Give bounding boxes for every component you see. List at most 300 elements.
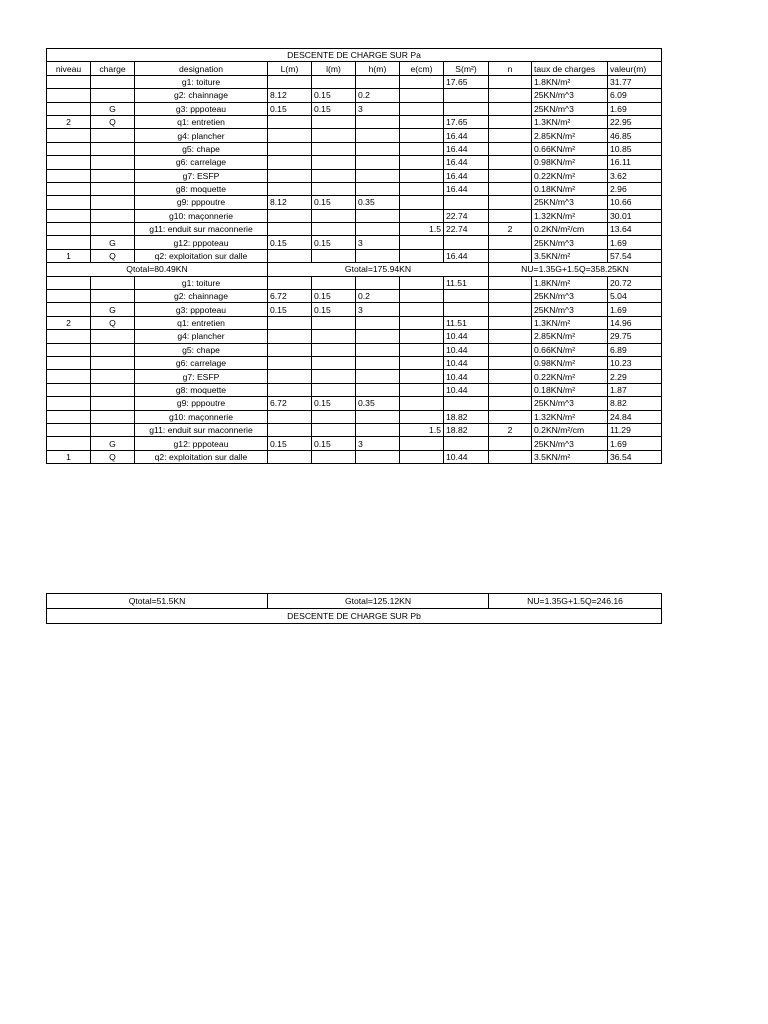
cell-l xyxy=(312,129,356,142)
cell-n xyxy=(489,182,532,195)
cell-n xyxy=(489,370,532,383)
cell-des: g10: maçonnerie xyxy=(135,410,268,423)
cell-h xyxy=(356,316,400,329)
cell-niveau xyxy=(47,196,91,209)
cell-L xyxy=(268,209,312,222)
cell-l: 0.15 xyxy=(312,290,356,303)
cell-taux: 0.98KN/m² xyxy=(532,356,608,369)
cell-taux: 25KN/m^3 xyxy=(532,196,608,209)
cell-charge: Q xyxy=(91,450,135,463)
cell-val: 24.84 xyxy=(608,410,662,423)
cell-h: 0.35 xyxy=(356,196,400,209)
cell-n xyxy=(489,410,532,423)
cell-niveau xyxy=(47,156,91,169)
cell-e xyxy=(400,450,444,463)
cell-taux: 25KN/m^3 xyxy=(532,290,608,303)
cell-l xyxy=(312,316,356,329)
cell-e xyxy=(400,89,444,102)
totals-row xyxy=(47,263,662,276)
table-title-row xyxy=(47,49,662,62)
cell-e xyxy=(400,290,444,303)
table-row xyxy=(47,330,662,343)
q-total: Qtotal=80.49KN xyxy=(47,263,268,276)
cell-L xyxy=(268,276,312,289)
cell-L xyxy=(268,115,312,128)
cell-l xyxy=(312,249,356,262)
cell-h xyxy=(356,156,400,169)
cell-niveau xyxy=(47,182,91,195)
cell-charge: G xyxy=(91,437,135,450)
cell-niveau xyxy=(47,75,91,88)
cell-des: g11: enduit sur maconnerie xyxy=(135,223,268,236)
cell-h xyxy=(356,223,400,236)
cell-val: 3.62 xyxy=(608,169,662,182)
cell-e xyxy=(400,397,444,410)
table-row xyxy=(47,115,662,128)
cell-l: 0.15 xyxy=(312,397,356,410)
cell-L xyxy=(268,223,312,236)
cell-e xyxy=(400,316,444,329)
cell-des: g4: plancher xyxy=(135,129,268,142)
cell-e xyxy=(400,142,444,155)
cell-niveau xyxy=(47,397,91,410)
cell-S: 17.65 xyxy=(444,75,489,88)
cell-charge xyxy=(91,343,135,356)
cell-S xyxy=(444,89,489,102)
cell-S: 16.44 xyxy=(444,249,489,262)
header-cell: valeur(m) xyxy=(608,62,662,75)
cell-niveau: 2 xyxy=(47,115,91,128)
cell-l xyxy=(312,169,356,182)
cell-h xyxy=(356,383,400,396)
table-row xyxy=(47,196,662,209)
cell-n xyxy=(489,303,532,316)
cell-des: g3: pppoteau xyxy=(135,303,268,316)
cell-niveau xyxy=(47,356,91,369)
cell-h xyxy=(356,209,400,222)
cell-niveau xyxy=(47,276,91,289)
cell-e xyxy=(400,182,444,195)
cell-h xyxy=(356,142,400,155)
cell-n xyxy=(489,142,532,155)
cell-e xyxy=(400,169,444,182)
cell-h xyxy=(356,423,400,436)
cell-S xyxy=(444,437,489,450)
cell-l xyxy=(312,115,356,128)
cell-h xyxy=(356,343,400,356)
cell-des: g12: pppoteau xyxy=(135,236,268,249)
table-row xyxy=(47,249,662,262)
cell-L xyxy=(268,129,312,142)
cell-niveau xyxy=(47,142,91,155)
cell-taux: 25KN/m^3 xyxy=(532,102,608,115)
cell-charge xyxy=(91,209,135,222)
cell-taux: 25KN/m^3 xyxy=(532,397,608,410)
cell-n xyxy=(489,236,532,249)
cell-h: 0.35 xyxy=(356,397,400,410)
cell-l: 0.15 xyxy=(312,89,356,102)
cell-l xyxy=(312,410,356,423)
cell-e xyxy=(400,383,444,396)
cell-val: 10.66 xyxy=(608,196,662,209)
totals-row xyxy=(47,594,662,609)
cell-charge xyxy=(91,410,135,423)
cell-S: 10.44 xyxy=(444,370,489,383)
cell-taux: 0.2KN/m²/cm xyxy=(532,423,608,436)
table-title: DESCENTE DE CHARGE SUR Pb xyxy=(47,609,662,624)
cell-des: g1: toiture xyxy=(135,75,268,88)
cell-des: g11: enduit sur maconnerie xyxy=(135,423,268,436)
cell-h xyxy=(356,75,400,88)
cell-e xyxy=(400,209,444,222)
cell-val: 29.75 xyxy=(608,330,662,343)
cell-e xyxy=(400,75,444,88)
cell-L xyxy=(268,156,312,169)
cell-l xyxy=(312,142,356,155)
cell-S: 16.44 xyxy=(444,169,489,182)
cell-n xyxy=(489,290,532,303)
cell-charge xyxy=(91,89,135,102)
cell-des: g8: moquette xyxy=(135,383,268,396)
cell-L xyxy=(268,356,312,369)
table-row xyxy=(47,156,662,169)
cell-val: 10.23 xyxy=(608,356,662,369)
cell-h: 0.2 xyxy=(356,89,400,102)
cell-n: 2 xyxy=(489,423,532,436)
cell-taux: 25KN/m^3 xyxy=(532,236,608,249)
cell-niveau xyxy=(47,370,91,383)
cell-val: 11.29 xyxy=(608,423,662,436)
cell-niveau: 2 xyxy=(47,316,91,329)
cell-h xyxy=(356,330,400,343)
cell-val: 30.01 xyxy=(608,209,662,222)
table-title: DESCENTE DE CHARGE SUR Pa xyxy=(47,49,662,62)
cell-niveau xyxy=(47,129,91,142)
cell-h xyxy=(356,356,400,369)
header-cell: taux de charges xyxy=(532,62,608,75)
cell-L xyxy=(268,249,312,262)
cell-S: 22.74 xyxy=(444,209,489,222)
cell-L: 8.12 xyxy=(268,89,312,102)
cell-e xyxy=(400,303,444,316)
table-row xyxy=(47,356,662,369)
cell-L xyxy=(268,370,312,383)
cell-val: 46.85 xyxy=(608,129,662,142)
cell-charge xyxy=(91,169,135,182)
cell-S: 22.74 xyxy=(444,223,489,236)
cell-S: 10.44 xyxy=(444,343,489,356)
cell-h: 0.2 xyxy=(356,290,400,303)
table-row xyxy=(47,397,662,410)
cell-e xyxy=(400,249,444,262)
cell-taux: 1.8KN/m² xyxy=(532,276,608,289)
cell-L xyxy=(268,142,312,155)
cell-e xyxy=(400,129,444,142)
cell-e xyxy=(400,156,444,169)
cell-l: 0.15 xyxy=(312,437,356,450)
cell-L: 0.15 xyxy=(268,303,312,316)
cell-charge xyxy=(91,182,135,195)
cell-des: g10: maçonnerie xyxy=(135,209,268,222)
cell-e xyxy=(400,410,444,423)
cell-n xyxy=(489,437,532,450)
cell-val: 5.04 xyxy=(608,290,662,303)
cell-taux: 0.22KN/m² xyxy=(532,370,608,383)
cell-e xyxy=(400,276,444,289)
cell-h: 3 xyxy=(356,437,400,450)
cell-l xyxy=(312,209,356,222)
header-cell: L(m) xyxy=(268,62,312,75)
cell-L xyxy=(268,169,312,182)
cell-charge: Q xyxy=(91,316,135,329)
cell-n xyxy=(489,115,532,128)
cell-h xyxy=(356,129,400,142)
cell-niveau xyxy=(47,102,91,115)
table-row xyxy=(47,370,662,383)
cell-L xyxy=(268,423,312,436)
cell-S: 16.44 xyxy=(444,129,489,142)
cell-charge: G xyxy=(91,303,135,316)
cell-taux: 25KN/m^3 xyxy=(532,437,608,450)
cell-charge: Q xyxy=(91,249,135,262)
cell-L: 6.72 xyxy=(268,290,312,303)
cell-n xyxy=(489,209,532,222)
cell-l xyxy=(312,450,356,463)
cell-n xyxy=(489,397,532,410)
cell-charge xyxy=(91,330,135,343)
table-row xyxy=(47,209,662,222)
cell-val: 36.54 xyxy=(608,450,662,463)
cell-val: 1.69 xyxy=(608,437,662,450)
cell-niveau xyxy=(47,236,91,249)
cell-niveau xyxy=(47,89,91,102)
cell-niveau xyxy=(47,209,91,222)
cell-e xyxy=(400,330,444,343)
cell-L xyxy=(268,383,312,396)
cell-val: 10.85 xyxy=(608,142,662,155)
cell-niveau xyxy=(47,383,91,396)
cell-L: 8.12 xyxy=(268,196,312,209)
cell-l xyxy=(312,356,356,369)
cell-L xyxy=(268,75,312,88)
cell-val: 22.95 xyxy=(608,115,662,128)
cell-taux: 1.32KN/m² xyxy=(532,209,608,222)
cell-S: 10.44 xyxy=(444,450,489,463)
load-table-pa xyxy=(46,48,662,464)
header-cell: charge xyxy=(91,62,135,75)
cell-L: 0.15 xyxy=(268,236,312,249)
cell-taux: 2.85KN/m² xyxy=(532,129,608,142)
cell-charge xyxy=(91,129,135,142)
cell-n xyxy=(489,89,532,102)
table-row xyxy=(47,290,662,303)
cell-L xyxy=(268,450,312,463)
cell-e xyxy=(400,343,444,356)
cell-l: 0.15 xyxy=(312,303,356,316)
cell-des: q2: exploitation sur dalle xyxy=(135,450,268,463)
cell-charge xyxy=(91,383,135,396)
cell-L xyxy=(268,330,312,343)
cell-l xyxy=(312,383,356,396)
cell-charge xyxy=(91,397,135,410)
cell-taux: 0.98KN/m² xyxy=(532,156,608,169)
cell-charge xyxy=(91,196,135,209)
cell-niveau xyxy=(47,423,91,436)
cell-niveau xyxy=(47,410,91,423)
cell-n xyxy=(489,343,532,356)
cell-des: g7: ESFP xyxy=(135,169,268,182)
header-cell: h(m) xyxy=(356,62,400,75)
cell-des: g3: pppoteau xyxy=(135,102,268,115)
cell-l xyxy=(312,343,356,356)
cell-e xyxy=(400,196,444,209)
cell-taux: 0.18KN/m² xyxy=(532,383,608,396)
cell-taux: 1.3KN/m² xyxy=(532,316,608,329)
table-row xyxy=(47,182,662,195)
cell-charge xyxy=(91,142,135,155)
cell-e xyxy=(400,370,444,383)
cell-S: 10.44 xyxy=(444,356,489,369)
header-cell: n xyxy=(489,62,532,75)
cell-taux: 0.66KN/m² xyxy=(532,343,608,356)
cell-niveau xyxy=(47,343,91,356)
table-row xyxy=(47,343,662,356)
cell-des: g2: chainnage xyxy=(135,290,268,303)
cell-des: g5: chape xyxy=(135,142,268,155)
cell-l xyxy=(312,223,356,236)
header-cell: designation xyxy=(135,62,268,75)
cell-n xyxy=(489,316,532,329)
cell-S xyxy=(444,290,489,303)
cell-n: 2 xyxy=(489,223,532,236)
cell-des: g6: carrelage xyxy=(135,156,268,169)
cell-n xyxy=(489,156,532,169)
cell-charge xyxy=(91,290,135,303)
cell-val: 6.09 xyxy=(608,89,662,102)
cell-taux: 3.5KN/m² xyxy=(532,249,608,262)
cell-des: g7: ESFP xyxy=(135,370,268,383)
cell-S xyxy=(444,303,489,316)
cell-e xyxy=(400,437,444,450)
cell-des: g9: pppoutre xyxy=(135,196,268,209)
cell-S: 16.44 xyxy=(444,156,489,169)
table-row xyxy=(47,236,662,249)
cell-e xyxy=(400,115,444,128)
cell-des: g9: pppoutre xyxy=(135,397,268,410)
nu-total: NU=1.35G+1.5Q=358.25KN xyxy=(489,263,662,276)
table-row xyxy=(47,303,662,316)
cell-h xyxy=(356,450,400,463)
cell-h xyxy=(356,370,400,383)
cell-n xyxy=(489,383,532,396)
table-row xyxy=(47,437,662,450)
table-row xyxy=(47,169,662,182)
cell-niveau xyxy=(47,330,91,343)
cell-des: g4: plancher xyxy=(135,330,268,343)
cell-des: q1: entretien xyxy=(135,316,268,329)
cell-L xyxy=(268,410,312,423)
cell-L xyxy=(268,182,312,195)
cell-charge xyxy=(91,75,135,88)
cell-l xyxy=(312,423,356,436)
cell-l xyxy=(312,330,356,343)
cell-S: 16.44 xyxy=(444,142,489,155)
cell-e: 1.5 xyxy=(400,223,444,236)
cell-n xyxy=(489,450,532,463)
cell-S: 11.51 xyxy=(444,316,489,329)
cell-niveau xyxy=(47,223,91,236)
cell-des: g2: chainnage xyxy=(135,89,268,102)
cell-val: 1.69 xyxy=(608,236,662,249)
cell-l xyxy=(312,182,356,195)
cell-niveau xyxy=(47,290,91,303)
table-row xyxy=(47,410,662,423)
cell-taux: 1.32KN/m² xyxy=(532,410,608,423)
table-row xyxy=(47,89,662,102)
cell-l: 0.15 xyxy=(312,102,356,115)
cell-e xyxy=(400,356,444,369)
cell-S xyxy=(444,102,489,115)
cell-des: g12: pppoteau xyxy=(135,437,268,450)
cell-taux: 1.3KN/m² xyxy=(532,115,608,128)
table-row xyxy=(47,316,662,329)
cell-L: 0.15 xyxy=(268,102,312,115)
cell-h xyxy=(356,169,400,182)
cell-S: 17.65 xyxy=(444,115,489,128)
cell-charge xyxy=(91,276,135,289)
table-row xyxy=(47,129,662,142)
cell-n xyxy=(489,129,532,142)
cell-n xyxy=(489,330,532,343)
cell-S: 11.51 xyxy=(444,276,489,289)
cell-niveau xyxy=(47,169,91,182)
cell-S xyxy=(444,236,489,249)
cell-e xyxy=(400,236,444,249)
cell-val: 1.69 xyxy=(608,102,662,115)
load-table-pb-summary xyxy=(46,593,662,624)
cell-charge: G xyxy=(91,102,135,115)
header-cell: niveau xyxy=(47,62,91,75)
cell-charge xyxy=(91,223,135,236)
cell-S: 16.44 xyxy=(444,182,489,195)
cell-L: 6.72 xyxy=(268,397,312,410)
cell-niveau xyxy=(47,437,91,450)
table-row xyxy=(47,102,662,115)
cell-val: 13.64 xyxy=(608,223,662,236)
cell-val: 6.89 xyxy=(608,343,662,356)
cell-charge xyxy=(91,356,135,369)
cell-l: 0.15 xyxy=(312,236,356,249)
cell-des: g5: chape xyxy=(135,343,268,356)
table-row xyxy=(47,142,662,155)
cell-n xyxy=(489,356,532,369)
cell-val: 2.29 xyxy=(608,370,662,383)
cell-S xyxy=(444,397,489,410)
cell-val: 1.87 xyxy=(608,383,662,396)
nu-total: NU=1.35G+1.5Q=246.16 xyxy=(489,594,662,609)
cell-e: 1.5 xyxy=(400,423,444,436)
cell-L xyxy=(268,343,312,356)
cell-taux: 0.22KN/m² xyxy=(532,169,608,182)
cell-S: 18.82 xyxy=(444,410,489,423)
g-total: Gtotal=175.94KN xyxy=(268,263,489,276)
cell-h: 3 xyxy=(356,303,400,316)
cell-taux: 3.5KN/m² xyxy=(532,450,608,463)
cell-val: 2.96 xyxy=(608,182,662,195)
cell-n xyxy=(489,102,532,115)
cell-h xyxy=(356,276,400,289)
cell-des: g6: carrelage xyxy=(135,356,268,369)
